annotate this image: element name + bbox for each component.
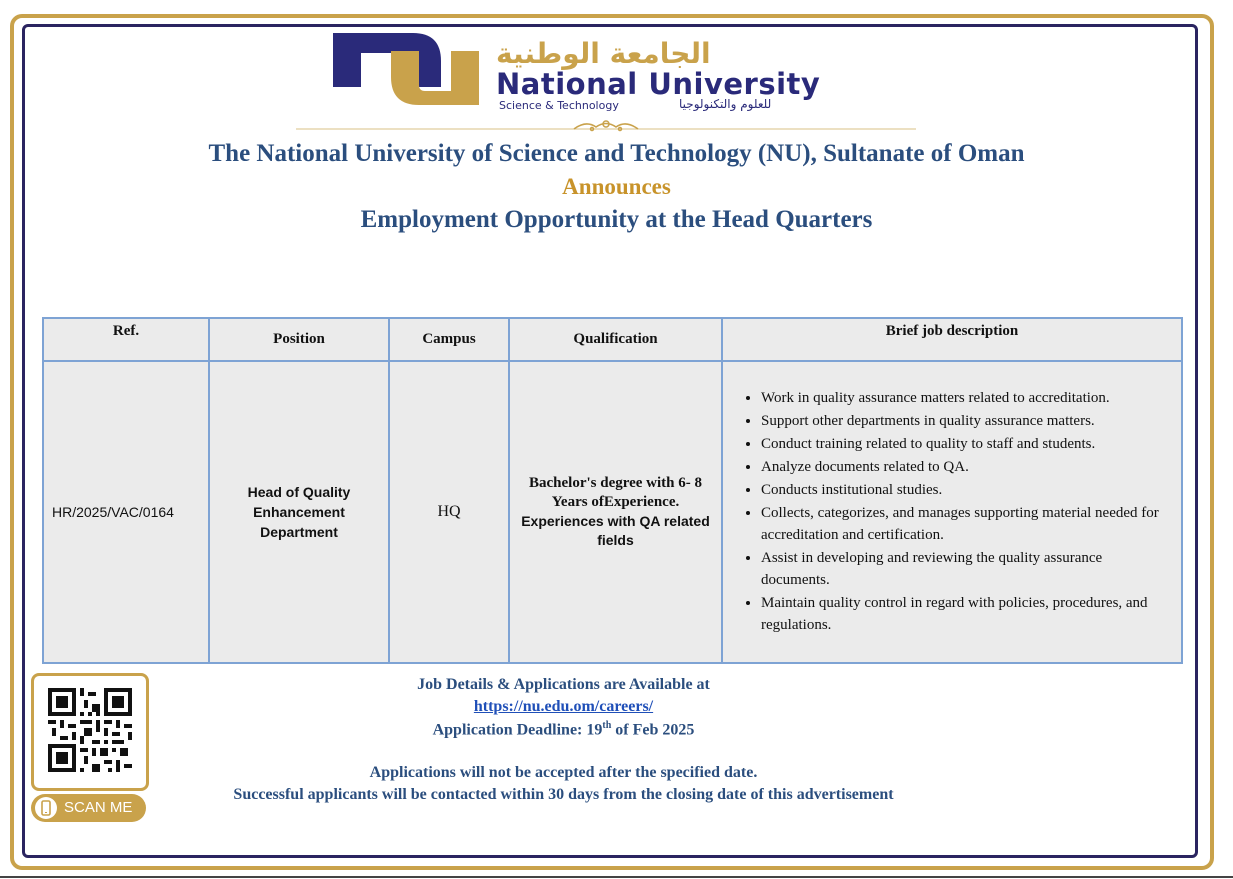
announces-label: Announces [562, 174, 671, 199]
list-item: • Analyze documents related to QA. [761, 456, 1171, 478]
cell-qualification [509, 361, 722, 663]
position-text: Head of Quality Enhancement Department [247, 484, 351, 540]
cell-ref: HR/2025/VAC/0164 [43, 361, 209, 663]
deadline-prefix: Application Deadline: 19 [432, 721, 603, 739]
logo-english-name: National University [496, 67, 821, 101]
header-ref: Ref. [43, 318, 209, 361]
header-position: Position [209, 318, 389, 361]
qualification-degree: Bachelor's degree with 6- 8 Years ofExperience. [528, 475, 703, 510]
nu-logo-icon [333, 33, 479, 105]
logo-subtitle-english: Science & Technology [499, 99, 619, 112]
logo-subtitle-arabic: للعلوم والتكنولوجيا [679, 97, 772, 111]
contact-note: Successful applicants will be contacted within 30 days from the closing date of this advertisement [233, 786, 894, 803]
header-campus: Campus [389, 318, 509, 361]
vacancy-table [42, 317, 1183, 664]
list-item: • Assist in developing and reviewing the quality assurance documents. [761, 547, 1171, 591]
late-application-note: Applications will not be accepted after the specified date. [369, 764, 758, 781]
scan-me-label: SCAN ME [64, 799, 133, 816]
list-item: • Maintain quality control in regard with policies, procedures, and regulations. [761, 592, 1171, 636]
cell-campus: HQ [389, 361, 509, 663]
logo-arabic-name: الجامعة الوطنية [496, 37, 711, 70]
qualification-experience: Experiences with QA related fields [521, 513, 710, 548]
opportunity-heading: Employment Opportunity at the Head Quarters [360, 206, 873, 233]
details-availability-text: Job Details & Applications are Available at [417, 676, 710, 693]
header-qualification: Qualification [509, 318, 722, 361]
careers-link-line [0, 698, 1127, 716]
deadline-suffix: of Feb 2025 [611, 721, 695, 739]
list-item: • Collects, categorizes, and manages supporting material needed for accreditation and certification. [761, 502, 1171, 546]
table-row [43, 361, 1182, 663]
careers-link[interactable]: https://nu.edu.om/careers/ [473, 698, 654, 715]
bottom-rule [0, 876, 1233, 878]
list-item: • Support other departments in quality assurance matters. [761, 410, 1171, 432]
list-item: • Conducts institutional studies. [761, 479, 1171, 501]
list-item: • Work in quality assurance matters related to accreditation. [761, 387, 1171, 409]
application-deadline [0, 720, 1127, 739]
list-item: • Conduct training related to quality to staff and students. [761, 433, 1171, 455]
deadline-ordinal: th [602, 720, 612, 731]
announcement-title: The National University of Science and Technology (NU), Sultanate of Oman [208, 140, 1025, 167]
cell-description [722, 361, 1182, 663]
description-list [739, 387, 1171, 636]
header-description: Brief job description [722, 318, 1182, 361]
cell-position [209, 361, 389, 663]
table-header-row [43, 318, 1182, 361]
gold-ornament-divider [296, 118, 916, 134]
university-logo [333, 33, 893, 112]
